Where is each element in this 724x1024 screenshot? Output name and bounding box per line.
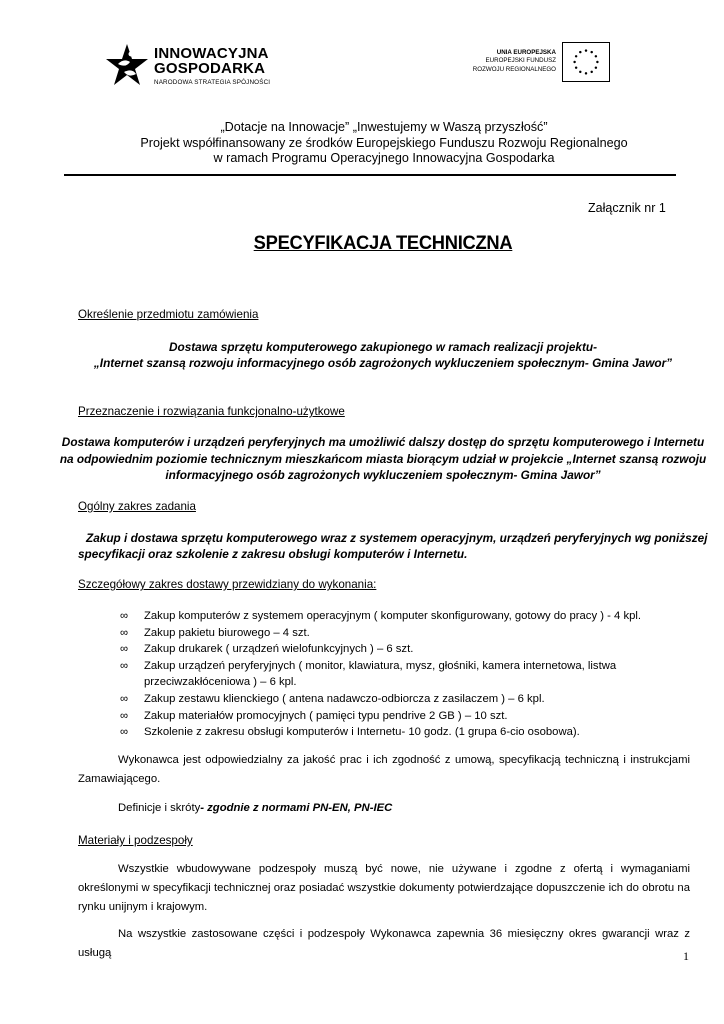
- subject-line1: Dostawa sprzętu komputerowego zakupionego w ramach realizacji projektu-: [168, 340, 598, 354]
- contractor-paragraph: Wykonawca jest odpowiedzialny za jakość prac i ich zgodność z umową, specyfikacją techniczną i instrukcjami Zamawiającego.: [78, 754, 690, 785]
- logo-left-line2: GOSPODARKA: [154, 60, 266, 77]
- purpose-line1: Dostawa komputerów i urządzeń peryferyjnych ma umożliwić dalszy dostęp do sprzętu komputerowego i Internetu: [61, 435, 705, 449]
- definitions-label: Definicje i skróty: [118, 802, 201, 814]
- scope-line2: specyfikacji oraz szkolenie z zakresu obsługi komputerów i Internetu.: [78, 547, 468, 561]
- bullet-icon: ∞: [120, 726, 129, 739]
- bullet-icon: ∞: [120, 626, 129, 639]
- subject-line2: „Internet szansą rozwoju informacyjnego osób zagrożonych wykluczeniem społecznym- Gmina Jawor”: [93, 356, 673, 370]
- document-title: SPECYFIKACJA TECHNICZNA: [253, 232, 513, 254]
- list-item: ∞ Zakup pakietu biurowego – 4 szt.: [120, 625, 641, 642]
- page-number: 1: [683, 949, 689, 963]
- star-logo-icon: [104, 42, 150, 90]
- section-heading-materials: Materiały i podzespoły: [78, 834, 193, 847]
- list-item: ∞ Zakup zestawu klienckiego ( antena nadawczo-odbiorcza z zasilaczem ) – 6 kpl.: [120, 691, 641, 708]
- section-heading-delivery: Szczegółowy zakres dostawy przewidziany do wykonania:: [78, 578, 377, 591]
- list-item-continuation: przeciwzakłóceniowa ) – 6 kpl.: [144, 676, 297, 689]
- eu-logo: [452, 42, 612, 86]
- logo-right-line1: UNIA EUROPEJSKA: [496, 49, 556, 56]
- list-item: ∞ Zakup komputerów z systemem operacyjnym ( komputer skonfigurowany, gotowy do pracy ) - 4 kpl.: [120, 608, 641, 625]
- section-heading-subject: Określenie przedmiotu zamówienia: [78, 308, 259, 321]
- bullet-icon: ∞: [120, 659, 129, 672]
- definitions-value: - zgodnie z normami PN-EN, PN-IEC: [200, 802, 393, 814]
- bullet-icon: ∞: [120, 610, 129, 622]
- annex-label: Załącznik nr 1: [588, 201, 666, 215]
- list-item: ∞ Zakup urządzeń peryferyjnych ( monitor, klawiatura, mysz, głośniki, kamera internetowa, listwa przeciwzakłóceniowa ) – 6 kpl.: [120, 659, 617, 689]
- innowacyjna-gospodarka-logo: [104, 42, 314, 92]
- bullet-icon: ∞: [120, 709, 129, 722]
- list-item: ∞ Zakup drukarek ( urządzeń wielofunkcyjnych ) – 6 szt.: [120, 641, 641, 658]
- eu-flag-icon: [562, 42, 610, 82]
- materials-paragraph: Wszystkie wbudowywane podzespoły muszą być nowe, nie używane i zgodne z ofertą i wymaganiami określonymi w specyfikacji technicznej oraz posiadać wszystkie dokumenty potwierdzające dopuszczenie ich do obrotu na rynku unijnym i krajowym.: [78, 863, 690, 913]
- delivery-list: [120, 608, 641, 741]
- bullet-icon: ∞: [120, 643, 129, 656]
- purpose-line2: na odpowiednim poziomie technicznym mieszkańcom miasta biorącym udział w projekcie „Internet szansą rozwoju: [59, 452, 707, 466]
- header-line1: „Dotacje na Innowacje” „Inwestujemy w Waszą przyszłość”: [220, 120, 548, 134]
- section-heading-scope: Ogólny zakres zadania: [78, 500, 196, 513]
- list-item: ∞ Zakup materiałów promocyjnych ( pamięci typu pendrive 2 GB ) – 10 szt.: [120, 708, 641, 725]
- bullet-icon: ∞: [120, 692, 129, 705]
- logo-left-line3: NARODOWA STRATEGIA SPÓJNOŚCI: [154, 79, 271, 86]
- definitions-line: [118, 802, 392, 814]
- project-header: [64, 120, 704, 167]
- logo-right-line3: ROZWOJU REGIONALNEGO: [472, 65, 556, 73]
- section-heading-purpose: Przeznaczenie i rozwiązania funkcjonalno-użytkowe: [78, 405, 345, 418]
- logo-right-line2: EUROPEJSKI FUNDUSZ: [485, 57, 556, 65]
- scope-line1: Zakup i dostawa sprzętu komputerowego wraz z systemem operacyjnym, urządzeń peryferyjnych wg poniższej: [86, 531, 708, 545]
- header-line2: Projekt współfinansowany ze środków Europejskiego Funduszu Rozwoju Regionalnego: [140, 135, 628, 150]
- header-divider: [64, 174, 676, 176]
- purpose-line3: informacyjnego osób zagrożonych wykluczeniem społecznym- Gmina Jawor”: [165, 468, 601, 482]
- header-line3: w ramach Programu Operacyjnego Innowacyjna Gospodarka: [213, 151, 555, 165]
- eu-logo-text: [473, 49, 556, 74]
- warranty-paragraph: Na wszystkie zastosowane części i podzespoły Wykonawca zapewnia 36 miesięczny okres gwarancji wraz z usługą: [78, 928, 690, 959]
- logo-left-line1: INNOWACYJNA: [154, 45, 269, 62]
- list-item: ∞ Szkolenie z zakresu obsługi komputerów i Internetu- 10 godz. (1 grupa 6-cio osobowa).: [120, 724, 641, 741]
